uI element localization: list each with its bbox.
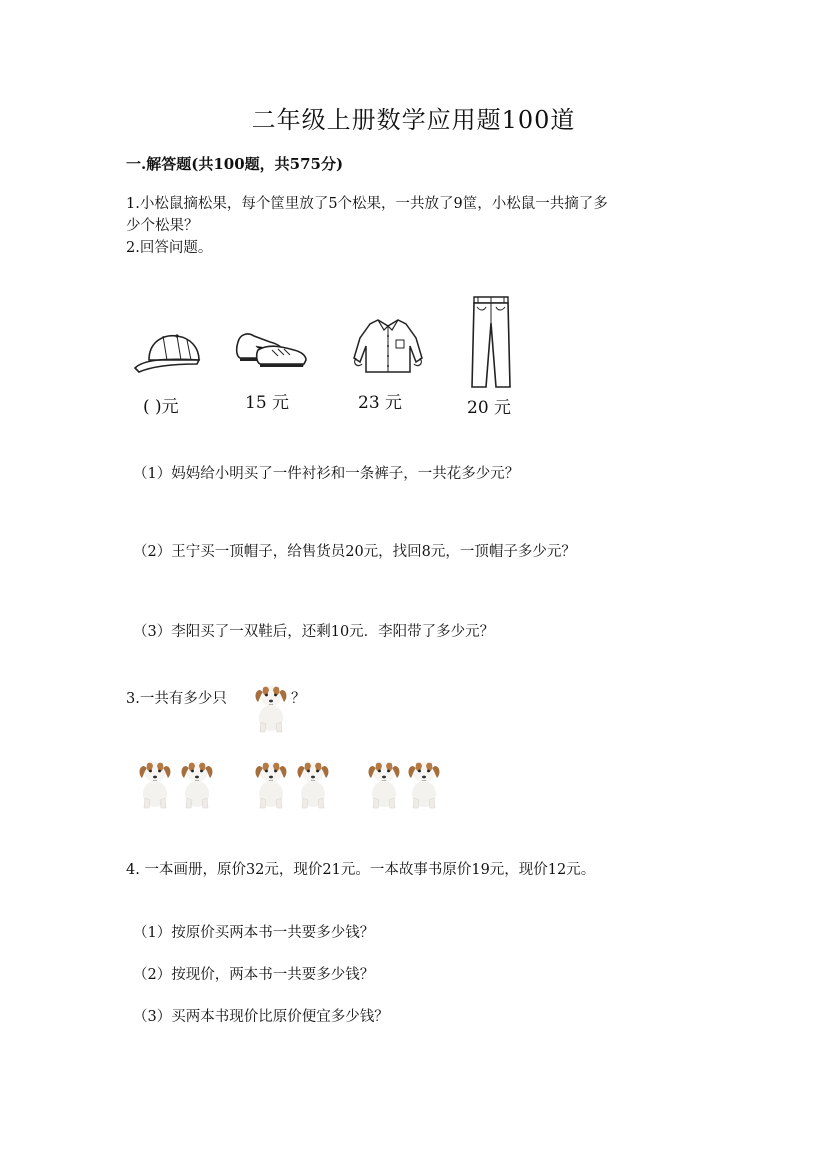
cap-icon (133, 330, 203, 375)
puppy-icon (177, 754, 217, 810)
puppy-icon (293, 754, 333, 810)
q4-stem: 4. 一本画册，原价32元，现价21元。一本故事书原价19元，现价12元。 (126, 862, 596, 878)
puppy-icon (251, 754, 291, 810)
q1-line1: 1.小松鼠摘松果，每个筐里放了5个松果，一共放了9筐，小松鼠一共摘了多 (126, 196, 608, 212)
q3-stem: 3.一共有多少只 (126, 691, 227, 707)
puppy-icon (135, 754, 175, 810)
section-heading: 一.解答题(共100题，共575分) (126, 155, 344, 173)
q1-line2: 少个松果？ (126, 218, 199, 234)
puppy-icon (364, 754, 404, 810)
puppy-icon (404, 754, 444, 810)
q4-sub1: （1）按原价买两本书一共要多少钱？ (133, 925, 375, 941)
puppy-icon (251, 678, 291, 734)
q4-sub3: （3）买两本书现价比原价便宜多少钱？ (133, 1009, 389, 1025)
pants-price: 20 元 (467, 398, 512, 418)
q2-sub1: （1）妈妈给小明买了一件衬衫和一条裤子，一共花多少元？ (133, 466, 520, 482)
q2-sub2: （2）王宁买一顶帽子，给售货员20元，找回8元，一顶帽子多少元？ (133, 544, 576, 560)
q4-sub2: （2）按现价，两本书一共要多少钱？ (133, 967, 375, 983)
q3-question-mark: ？ (291, 691, 306, 707)
page-title: 二年级上册数学应用题100道 (251, 106, 576, 134)
pants-icon (470, 295, 512, 391)
cap-price: ( )元 (143, 397, 179, 417)
shirt-price: 23 元 (358, 393, 403, 413)
q2-stem: 2.回答问题。 (126, 240, 213, 256)
shoes-icon (234, 328, 308, 370)
shirt-icon (350, 316, 426, 374)
shoes-price: 15 元 (245, 393, 290, 413)
q2-sub3: （3）李阳买了一双鞋后，还剩10元．李阳带了多少元？ (133, 624, 495, 640)
